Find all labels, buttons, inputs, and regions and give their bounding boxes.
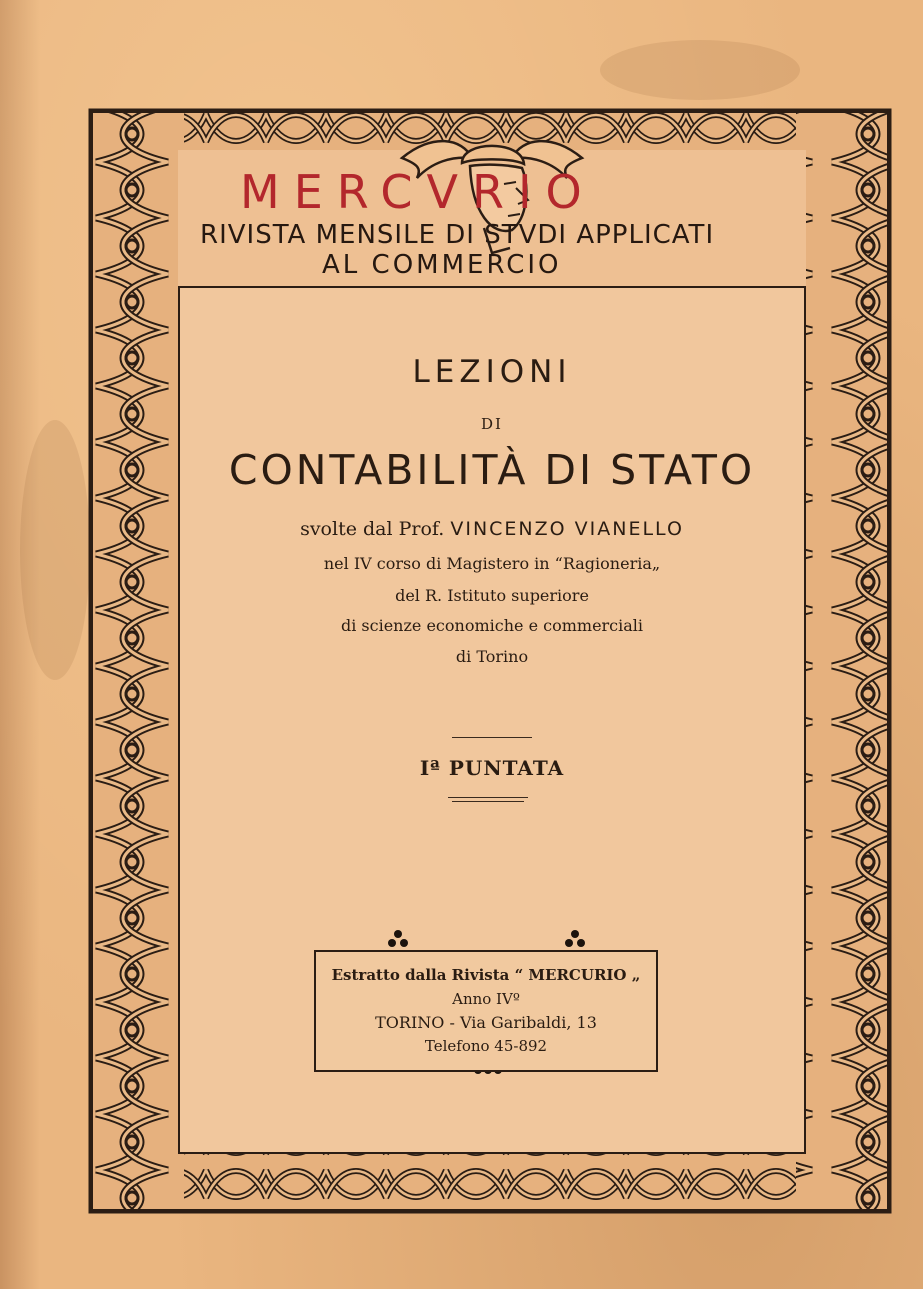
extract-address: TORINO - Via Garibaldi, 13 (375, 1013, 597, 1032)
institute-line-2: di scienze economiche e commerciali (340, 616, 644, 635)
main-title: CONTABILITÀ DI STATO (228, 446, 756, 494)
installment-label: Iª PUNTATA (419, 756, 565, 780)
divider-bottom (448, 797, 528, 798)
masthead-title: MERCVRIO (240, 165, 596, 219)
masthead-subtitle-line-2: AL COMMERCIO (322, 250, 562, 280)
extract-source: Estratto dalla Rivista “ MERCURIO „ (331, 966, 641, 984)
institute-line-3: di Torino (455, 647, 529, 666)
title-line-2: DI (481, 415, 503, 433)
divider-bottom-2 (452, 801, 524, 802)
title-line-1: LEZIONI (412, 354, 572, 390)
masthead-subtitle-line-1: RIVISTA MENSILE DI STVDI APPLICATI (200, 220, 715, 250)
course-line: nel IV corso di Magistero in “Ragioneria„ (323, 554, 661, 573)
extract-phone: Telefono 45-892 (424, 1037, 548, 1055)
paper-stain (20, 420, 90, 680)
paper-stain (600, 40, 800, 100)
divider-top (452, 737, 532, 738)
author-line (178, 518, 806, 540)
extract-year: Anno IVº (452, 990, 520, 1008)
institute-line-1: del R. Istituto superiore (395, 586, 589, 605)
author-prefix: svolte dal Prof. (300, 518, 445, 540)
author-name: VINCENZO VIANELLO (450, 518, 684, 540)
